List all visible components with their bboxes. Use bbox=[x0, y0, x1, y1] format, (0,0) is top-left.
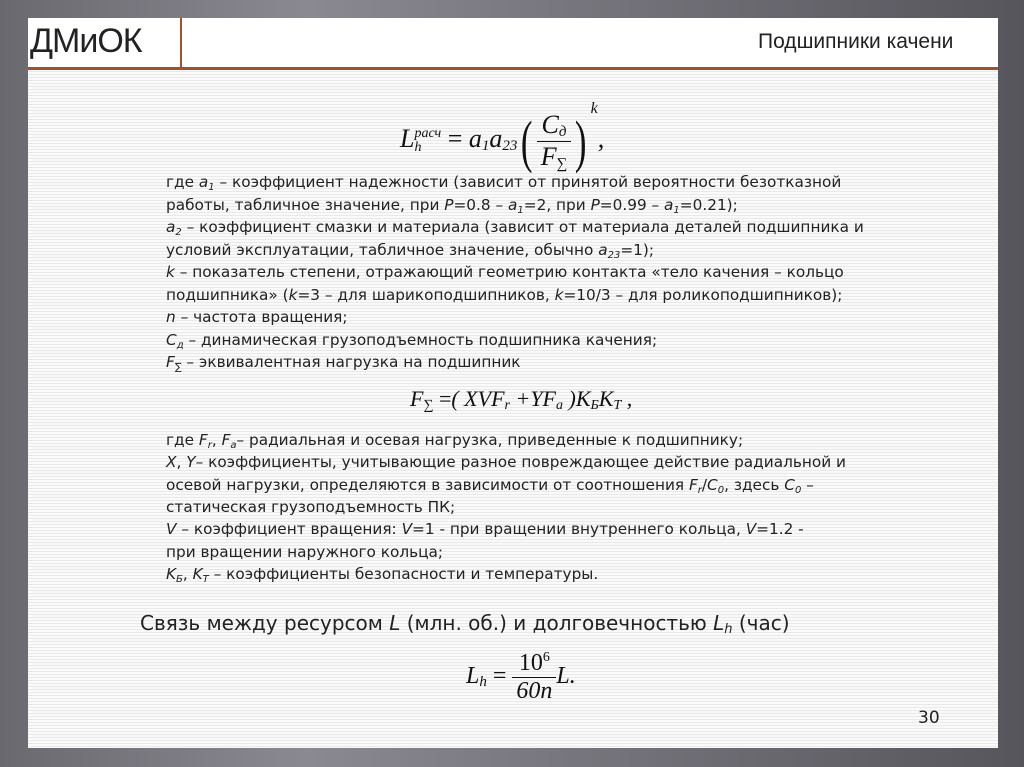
text-segment: r bbox=[207, 440, 212, 451]
text-segment: 0 bbox=[794, 484, 802, 496]
text-segment: условий эксплуатации, табличное значение, обычно bbox=[166, 240, 599, 259]
heading-post: (час) bbox=[732, 611, 790, 635]
section-heading bbox=[140, 611, 790, 637]
text-segment: a bbox=[598, 240, 608, 259]
text-line bbox=[166, 241, 654, 261]
f3-fraction bbox=[512, 650, 556, 705]
text-segment: C bbox=[166, 330, 177, 349]
text-segment: P bbox=[590, 195, 600, 214]
f2-tail: , bbox=[621, 386, 633, 411]
f1-sub: h bbox=[414, 140, 422, 156]
text-segment: – коэффициент смазки и материала (зависит от материала деталей подшипника и bbox=[181, 218, 864, 236]
f1-a23: a bbox=[489, 124, 503, 153]
f1-a1: a bbox=[468, 124, 482, 153]
f3-L-sub: h bbox=[479, 674, 487, 691]
text-segment: K bbox=[166, 564, 177, 583]
text-segment: P bbox=[444, 195, 454, 214]
text-segment: осевой нагрузки, определяются в зависимости от соотношения bbox=[166, 475, 689, 494]
f2-body1: ( XVF bbox=[451, 386, 505, 411]
text-segment: F bbox=[198, 431, 208, 449]
text-segment: 1 bbox=[208, 182, 215, 193]
text-segment: k bbox=[554, 285, 564, 304]
text-segment: F bbox=[166, 353, 175, 371]
brand-label: ДМиОК bbox=[30, 22, 142, 60]
text-segment: – коэффициент надежности (зависит от принятой вероятности безотказной bbox=[214, 173, 842, 191]
text-segment: статическая грузоподъемность ПК; bbox=[166, 497, 456, 516]
f1-num: C bbox=[541, 109, 559, 139]
f1-num-sub: д bbox=[558, 123, 567, 140]
text-segment: a bbox=[664, 195, 674, 214]
text-segment: 1 bbox=[673, 204, 680, 216]
text-line bbox=[166, 263, 844, 281]
text-segment: , bbox=[182, 564, 193, 583]
text-line bbox=[166, 520, 804, 538]
text-segment: работы, табличное значение, при bbox=[166, 195, 445, 214]
f2-a: a bbox=[556, 398, 563, 413]
f1-a1-sub: 1 bbox=[481, 138, 490, 154]
header-divider bbox=[180, 18, 182, 68]
f1-eq: = bbox=[447, 124, 463, 153]
f2-eq: = bbox=[438, 386, 452, 411]
text-segment: , bbox=[176, 453, 187, 472]
text-segment: Y bbox=[186, 453, 196, 472]
text-segment: V bbox=[745, 520, 757, 539]
f1-den: F bbox=[540, 141, 557, 171]
text-segment: =0.99 – bbox=[599, 195, 665, 214]
f3-L: L bbox=[466, 663, 480, 690]
f1-lparen: ( bbox=[521, 108, 533, 174]
formula-equivalent-load bbox=[410, 386, 632, 414]
slide bbox=[28, 18, 998, 748]
text-segment: где bbox=[166, 173, 199, 191]
text-segment: =1 - при вращении внутреннего кольца, bbox=[412, 520, 746, 539]
page-number: 30 bbox=[918, 708, 940, 728]
f3-rhs: L. bbox=[556, 663, 576, 690]
text-segment: C bbox=[784, 475, 795, 494]
heading-Lh-sub: h bbox=[724, 622, 733, 637]
f1-a23-sub: 23 bbox=[502, 138, 518, 154]
f1-tail: , bbox=[597, 124, 605, 153]
f2-kb: Б bbox=[590, 398, 599, 413]
f2-k: K bbox=[598, 386, 614, 411]
text-segment: a bbox=[166, 218, 176, 236]
text-segment: ∑ bbox=[174, 362, 182, 373]
heading-pre: Связь между ресурсом bbox=[140, 611, 390, 635]
text-segment: T bbox=[202, 573, 209, 585]
text-line bbox=[166, 218, 864, 238]
text-segment: =0.21); bbox=[679, 195, 738, 214]
text-line bbox=[166, 196, 738, 216]
text-line bbox=[166, 453, 846, 471]
text-segment: V bbox=[166, 520, 177, 539]
f1-L: L bbox=[400, 124, 415, 153]
text-segment: при вращении наружного кольца; bbox=[166, 542, 444, 561]
text-segment: , bbox=[211, 431, 222, 449]
slide-title: Подшипники качени bbox=[758, 30, 954, 53]
text-segment: a bbox=[198, 173, 209, 191]
text-segment: F bbox=[221, 431, 231, 449]
text-segment: – динамическая грузоподъемность подшипника качения; bbox=[183, 330, 658, 349]
f3-eq: = bbox=[492, 663, 507, 690]
text-segment: – коэффициенты безопасности и температуры. bbox=[208, 564, 599, 583]
text-segment: / bbox=[701, 475, 708, 494]
text-segment: 0 bbox=[717, 484, 725, 496]
text-segment: r bbox=[697, 484, 702, 496]
slide-header bbox=[28, 18, 998, 68]
text-segment: =3 – для шарикоподшипников, bbox=[297, 285, 555, 304]
text-line bbox=[166, 565, 598, 585]
text-segment: =0.8 – bbox=[453, 195, 509, 214]
text-segment: 2 bbox=[175, 227, 182, 238]
f3-num-sup: 6 bbox=[542, 650, 550, 665]
formula-durability bbox=[466, 650, 576, 705]
text-line bbox=[166, 331, 657, 351]
f1-den-sub: ∑ bbox=[556, 155, 568, 172]
text-segment: C bbox=[707, 475, 718, 494]
text-segment: 23 bbox=[607, 249, 621, 261]
text-segment: a bbox=[508, 195, 518, 214]
text-segment: Б bbox=[176, 573, 183, 585]
f1-sup: расч bbox=[414, 126, 442, 142]
f1-fraction bbox=[537, 110, 572, 173]
text-segment: , здесь bbox=[724, 475, 785, 494]
text-line bbox=[166, 286, 842, 304]
text-segment: – коэффициент вращения: bbox=[176, 520, 402, 539]
f3-den: 60n bbox=[516, 678, 553, 704]
f3-num: 10 bbox=[518, 650, 543, 676]
text-segment: X bbox=[166, 453, 177, 472]
text-segment: 1 bbox=[517, 204, 524, 216]
text-segment: V bbox=[401, 520, 413, 539]
text-segment: =1); bbox=[620, 240, 654, 259]
heading-Lh: L bbox=[713, 611, 725, 635]
header-rule bbox=[28, 67, 998, 70]
text-line bbox=[166, 431, 743, 451]
text-line bbox=[166, 353, 521, 373]
text-segment: где bbox=[166, 431, 199, 449]
text-segment: =1.2 - bbox=[756, 520, 804, 539]
text-segment: k bbox=[288, 285, 298, 304]
text-segment: – коэффициенты, учитывающие разное повреждающее действие радиальной и bbox=[195, 453, 846, 472]
text-segment: k bbox=[166, 263, 175, 281]
text-segment: K bbox=[192, 564, 203, 583]
text-segment: – эквивалентная нагрузка на подшипник bbox=[181, 353, 521, 371]
f2-body2: )K bbox=[563, 386, 591, 411]
text-segment: – показатель степени, отражающий геометрию контакта «тело качения – кольцо bbox=[174, 263, 844, 281]
text-segment: – радиальная и осевая нагрузка, приведенные к подшипнику; bbox=[236, 431, 744, 449]
text-segment: =2, при bbox=[523, 195, 591, 214]
text-segment: подшипника» ( bbox=[166, 285, 289, 304]
text-line bbox=[166, 476, 814, 496]
text-segment: – частота вращения; bbox=[175, 308, 348, 326]
text-line bbox=[166, 498, 455, 516]
text-segment: =10/3 – для роликоподшипников); bbox=[563, 285, 843, 304]
f2-lhs-sub: ∑ bbox=[423, 398, 434, 413]
text-line bbox=[166, 173, 841, 193]
heading-mid: (млн. об.) и долговечностью bbox=[400, 611, 714, 635]
f2-r: r bbox=[504, 398, 510, 413]
text-segment: a bbox=[230, 440, 237, 451]
f2-plus: +YF bbox=[509, 386, 556, 411]
f1-rparen: ) bbox=[575, 108, 587, 174]
formula-life bbox=[400, 100, 604, 175]
text-segment: – bbox=[801, 475, 814, 494]
text-line bbox=[166, 543, 443, 561]
f2-lhs: F bbox=[410, 386, 424, 411]
text-segment: д bbox=[176, 339, 184, 351]
text-segment: F bbox=[688, 475, 698, 494]
text-line bbox=[166, 308, 348, 326]
heading-L: L bbox=[389, 611, 401, 635]
text-segment: n bbox=[166, 308, 176, 326]
f1-exp: k bbox=[590, 100, 598, 117]
f2-kt: T bbox=[613, 398, 622, 413]
